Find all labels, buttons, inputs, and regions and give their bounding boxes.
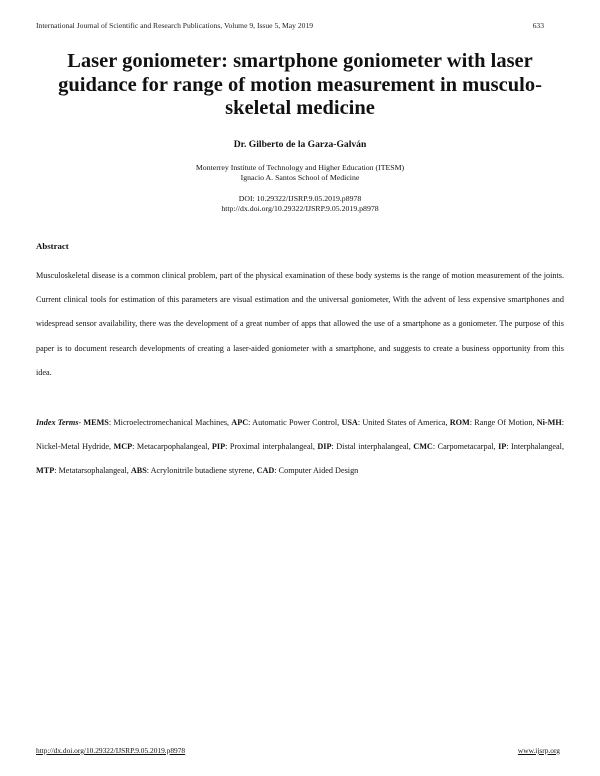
index-term-definition: : Interphalangeal,	[506, 442, 564, 452]
index-term-definition: : Metatarsophalangeal,	[54, 466, 131, 476]
index-term-abbr: DIP	[317, 442, 332, 452]
index-term-abbr: PIP	[211, 442, 226, 452]
footer-site-link[interactable]: www.ijsrp.org	[517, 746, 560, 755]
abstract-heading: Abstract	[36, 241, 69, 251]
index-term-definition: : Distal interphalangeal,	[331, 442, 414, 452]
index-terms-list	[36, 418, 564, 475]
footer-doi-link[interactable]: http://dx.doi.org/10.29322/IJSRP.9.05.2019.p8978	[36, 746, 186, 755]
index-term-definition: : Acrylonitrile butadiene styrene,	[146, 466, 257, 476]
affiliation-institution: Monterrey Institute of Technology and Higher Education (ITESM)	[195, 163, 405, 172]
index-term-abbr: CMC	[413, 442, 433, 452]
index-term-definition: : Computer Aided Design	[274, 466, 359, 476]
author-name: Dr. Gilberto de la Garza-Galván	[233, 139, 367, 150]
index-term-abbr: MEMS	[83, 418, 109, 427]
index-term-definition: : Range Of Motion,	[469, 418, 537, 427]
index-term-abbr: ABS	[130, 466, 147, 476]
index-term-definition: : Metacarpophalangeal,	[132, 442, 212, 452]
index-term-definition: : Automatic Power Control,	[248, 418, 342, 427]
doi-text: DOI: 10.29322/IJSRP.9.05.2019.p8978	[238, 194, 362, 203]
index-term-abbr: ROM	[449, 418, 470, 427]
index-term-abbr: USA	[341, 418, 358, 427]
index-term-definition: : Nickel-Metal Hydride,	[36, 418, 564, 452]
index-term-definition: : United States of America,	[357, 418, 450, 427]
affiliation-school: Ignacio A. Santos School of Medicine	[240, 173, 360, 182]
index-term-abbr: MTP	[36, 466, 55, 476]
index-term-definition: : Carpometacarpal,	[432, 442, 499, 452]
doi-link[interactable]: http://dx.doi.org/10.29322/IJSRP.9.05.2019.p8978	[221, 204, 379, 213]
index-term-definition: : Microelectromechanical Machines,	[108, 418, 232, 427]
index-term-abbr: IP	[498, 442, 507, 452]
page-number: 633	[532, 21, 544, 30]
index-term-abbr: CAD	[256, 466, 275, 476]
index-term-abbr: Ni-MH	[536, 418, 562, 427]
abstract-text: Musculoskeletal disease is a common clinical problem, part of the physical examination of these body systems is the range of motion measurement of the joints. Current clinical tools for estimation of this parameters are visual estimation and the universal goniometer, With the advent of less expensive smartphones and widespread sensor availability, there was the development of a great number of apps that allowed the use of a smartphone as a goniometer. The purpose of this paper is to document research developments of creating a laser-aided goniometer with a smartphone, and suggests to create a business opportunity from this idea.	[36, 271, 564, 377]
index-term-abbr: APC	[231, 418, 249, 427]
journal-header: International Journal of Scientific and Research Publications, Volume 9, Issue 5, May 2019	[36, 21, 314, 30]
paper-title: Laser goniometer: smartphone goniometer with laser guidance for range of motion measurement in musculo-skeletal medicine	[58, 50, 542, 119]
index-terms-dash: -	[78, 418, 84, 427]
index-term-definition: : Proximal interphalangeal,	[225, 442, 318, 452]
index-term-abbr: MCP	[113, 442, 133, 452]
index-terms	[36, 411, 564, 484]
index-terms-label: Index Terms	[36, 418, 79, 427]
